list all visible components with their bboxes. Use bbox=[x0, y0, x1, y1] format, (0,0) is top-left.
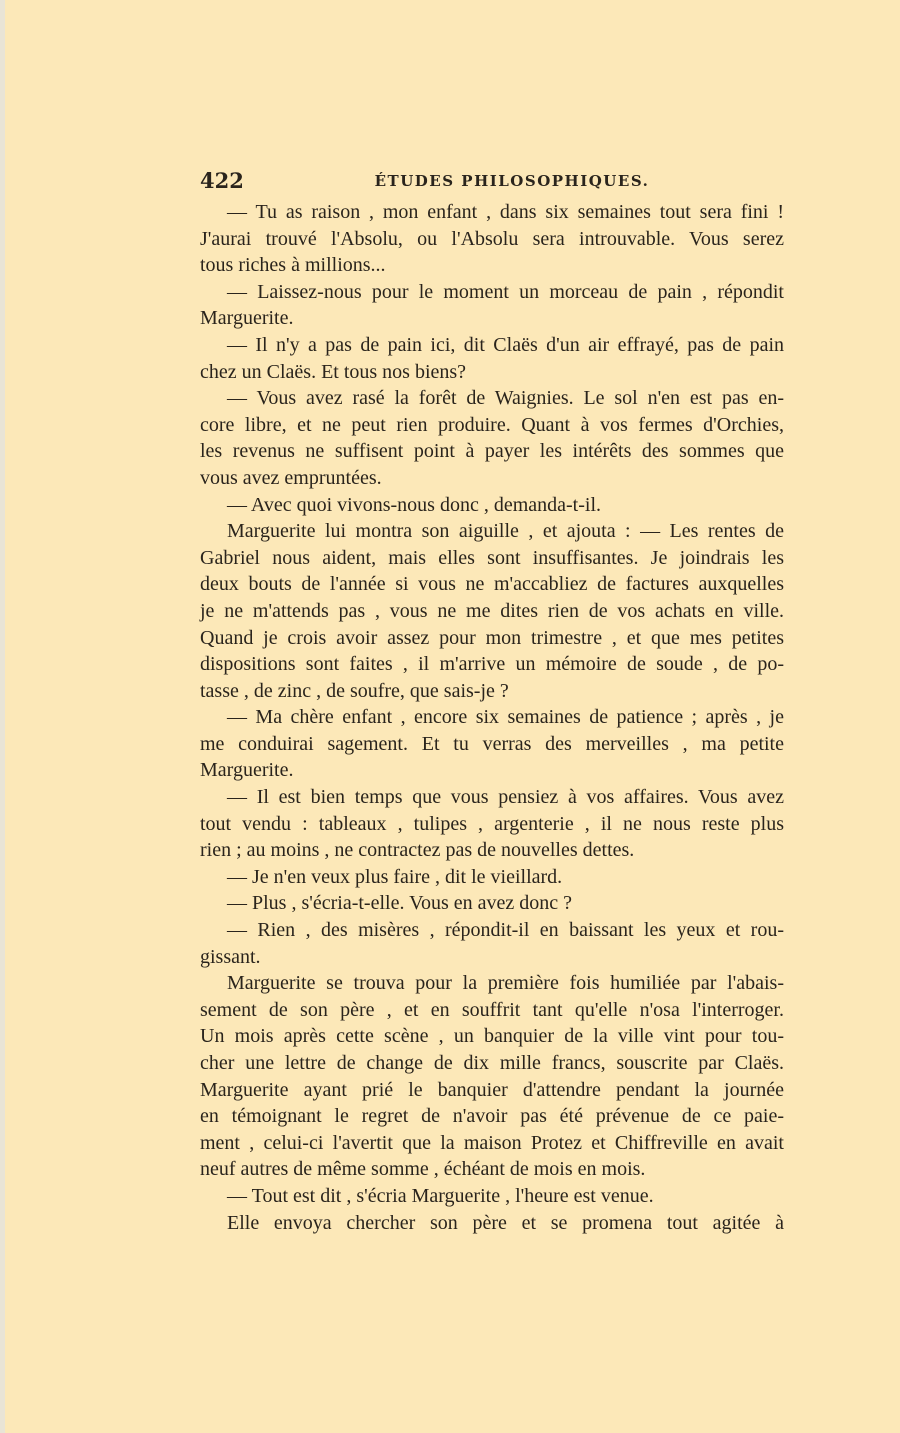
text-line: chez un Claës. Et tous nos biens? bbox=[200, 360, 467, 383]
text-line: rien ; au moins , ne contractez pas de nouvelles dettes. bbox=[200, 839, 635, 862]
text-line: J'aurai trouvé l'Absolu, ou l'Absolu sera introuvable. Vous serez bbox=[200, 227, 784, 250]
text-line: sement de son père , et en souffrit tant qu'elle n'osa l'interroger. bbox=[200, 998, 784, 1021]
text-line: neuf autres de même somme , échéant de mois en mois. bbox=[200, 1158, 646, 1181]
text-line: ment , celui-ci l'avertit que la maison Protez et Chiffreville en avait bbox=[200, 1131, 784, 1154]
text-line: tasse , de zinc , de soufre, que sais-je ? bbox=[200, 679, 509, 702]
text-line: — Il n'y a pas de pain ici, dit Claës d'un air effrayé, pas de pain bbox=[227, 333, 784, 356]
text-line: — Plus , s'écria-t-elle. Vous en avez donc ? bbox=[227, 892, 572, 915]
text-line: je ne m'attends pas , vous ne me dites rien de vos achats en ville. bbox=[200, 599, 784, 622]
text-line: en témoignant le regret de n'avoir pas été prévenue de ce paie- bbox=[200, 1105, 784, 1128]
text-line: — Avec quoi vivons-nous donc , demanda-t-il. bbox=[227, 493, 602, 516]
text-line: — Il est bien temps que vous pensiez à vos affaires. Vous avez bbox=[227, 786, 784, 809]
page-number: 422 bbox=[200, 168, 244, 193]
text-line: — Tu as raison , mon enfant , dans six semaines tout sera fini ! bbox=[227, 201, 784, 223]
text-line: Marguerite lui montra son aiguille , et ajouta : — Les rentes de bbox=[227, 520, 784, 543]
text-line: Marguerite ayant prié le banquier d'attendre pendant la journée bbox=[200, 1078, 784, 1101]
text-line: Marguerite se trouva pour la première fois humiliée par l'abais- bbox=[227, 972, 784, 995]
text-line: cher une lettre de change de dix mille francs, souscrite par Claës. bbox=[200, 1052, 784, 1074]
text-line: deux bouts de l'année si vous ne m'accabliez de factures auxquelles bbox=[200, 573, 784, 596]
body-text bbox=[200, 199, 784, 1236]
text-line: core libre, et ne peut rien produire. Quant à vos fermes d'Orchies, bbox=[200, 413, 784, 436]
text-line: me conduirai sagement. Et tu verras des merveilles , ma petite bbox=[200, 732, 784, 755]
text-line: — Vous avez rasé la forêt de Waignies. Le sol n'en est pas en- bbox=[227, 387, 784, 410]
text-line: Quand je crois avoir assez pour mon trimestre , et que mes petites bbox=[200, 626, 784, 649]
text-line: tous riches à millions... bbox=[200, 254, 386, 277]
text-line: dispositions sont faites , il m'arrive un mémoire de soude , de po- bbox=[200, 653, 784, 676]
page-header bbox=[200, 168, 784, 198]
text-line: Elle envoya chercher son père et se promena tout agitée à bbox=[227, 1211, 784, 1234]
text-line: — Je n'en veux plus faire , dit le vieillard. bbox=[227, 865, 563, 888]
text-line: les revenus ne suffisent point à payer les intérêts des sommes que bbox=[200, 440, 784, 463]
text-line: gissant. bbox=[200, 945, 261, 968]
text-line: Gabriel nous aident, mais elles sont insuffisantes. Je joindrais les bbox=[200, 546, 784, 569]
text-line: — Laissez-nous pour le moment un morceau de pain , répondit bbox=[227, 280, 784, 303]
text-line: Marguerite. bbox=[200, 307, 294, 330]
text-line: Un mois après cette scène , un banquier de la ville vint pour tou- bbox=[200, 1025, 784, 1048]
text-line: — Tout est dit , s'écria Marguerite , l'heure est venue. bbox=[227, 1184, 654, 1207]
text-line: — Rien , des misères , répondit-il en baissant les yeux et rou- bbox=[227, 919, 784, 942]
running-title: ÉTUDES PHILOSOPHIQUES. bbox=[374, 172, 650, 190]
text-line: Marguerite. bbox=[200, 759, 294, 782]
text-line: vous avez empruntées. bbox=[200, 466, 382, 489]
text-line: tout vendu : tableaux , tulipes , argenterie , il ne nous reste plus bbox=[200, 812, 784, 835]
text-line: — Ma chère enfant , encore six semaines de patience ; après , je bbox=[227, 706, 784, 729]
